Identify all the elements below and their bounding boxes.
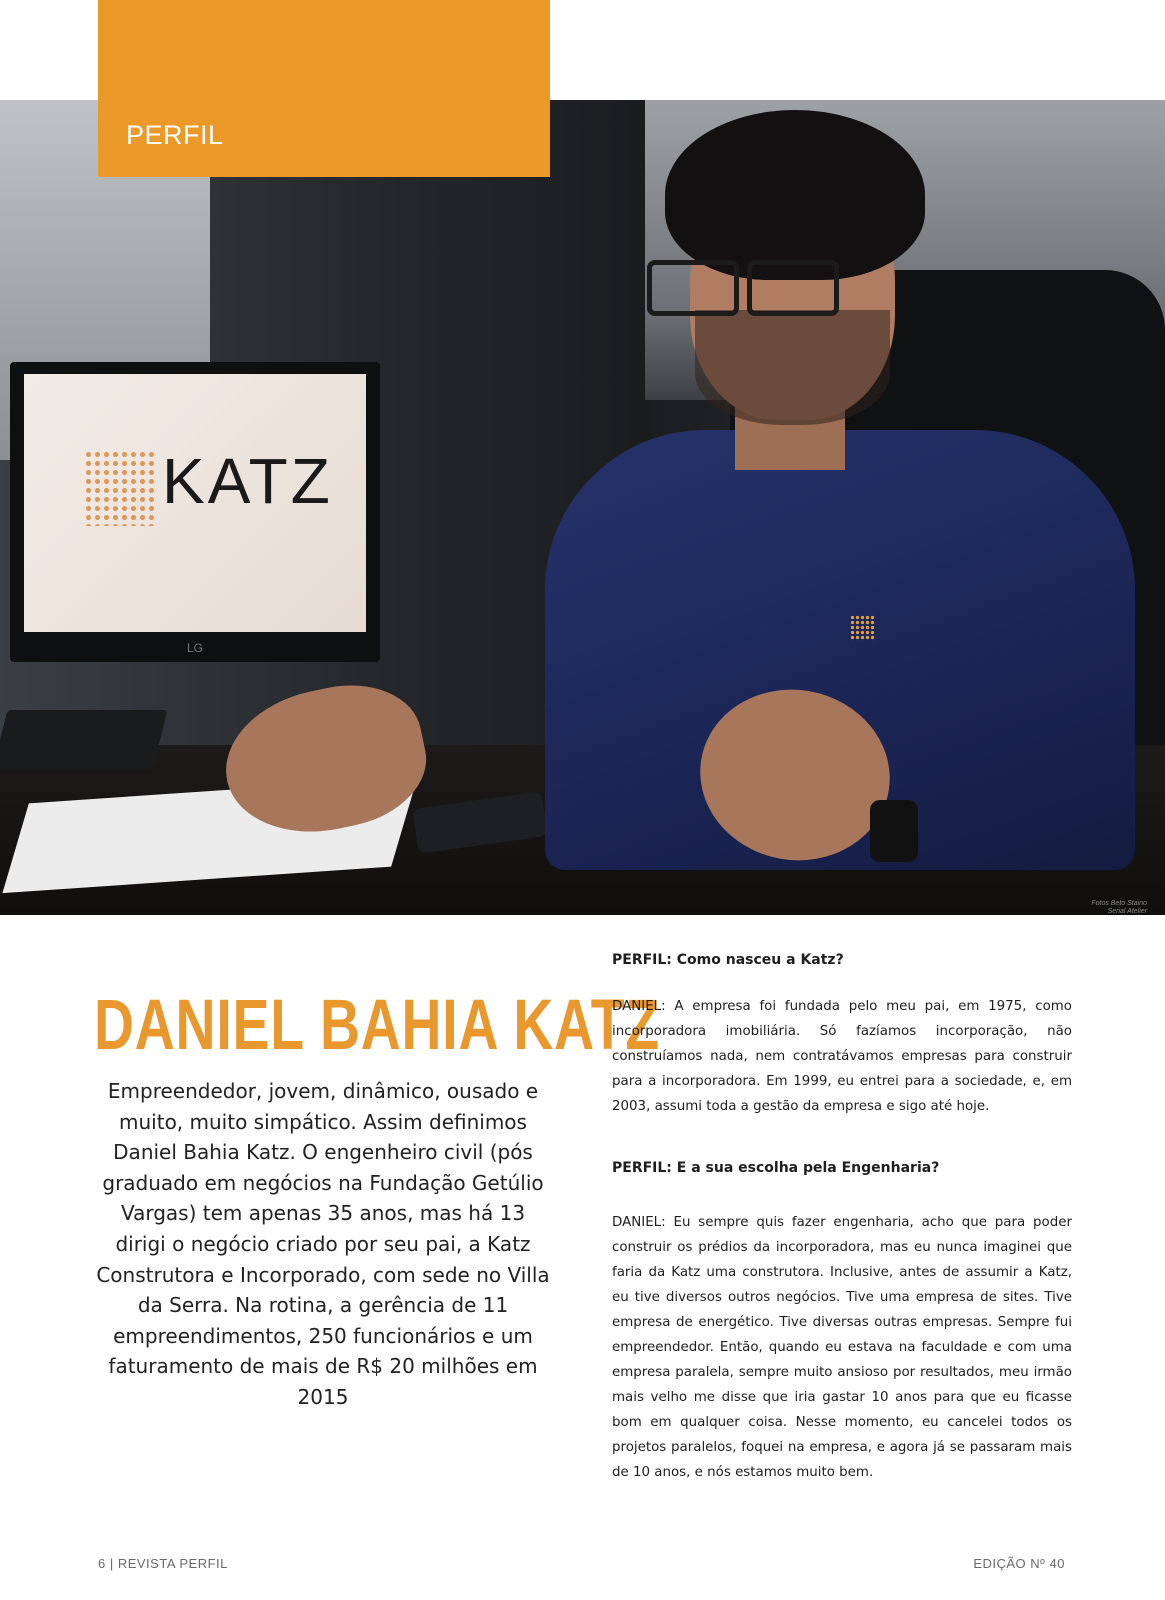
footer-page-info: 6 | REVISTA PERFIL [98,1556,228,1571]
photo-credit [1091,900,1147,916]
glasses [647,260,837,310]
article-title: DANIEL BAHIA KATZ [94,986,661,1065]
hero-photo [0,100,1165,915]
answer-2: DANIEL: Eu sempre quis fazer engenharia, acho que para poder construir os prédios da incorporadora, mas eu nunca imaginei que faria da Katz uma construtora. Inclusive, antes de assumir a Katz, eu tive diversos outros negócios. Tive uma empresa de sites. Tive empresa de energético. Tive diversas outras empresas. Sempre fui empreendedor. Então, quando eu estava na faculdade e com uma empresa paralela, sempre muito ansioso por resultados, meu irmão mais velho me disse que iria gastar 10 anos para que eu ficasse bom em qualquer coisa. Nesse momento, eu cancelei todos os projetos paralelos, foquei na empresa, e agora já se passaram mais de 10 anos, e nós estamos muito bem. [612,1215,1072,1480]
credit-line-1: Fotos Beto Staino [1091,900,1147,907]
footer-edition: EDIÇÃO Nº 40 [973,1556,1065,1571]
answer-1: DANIEL: A empresa foi fundada pelo meu pai, em 1975, como incorporadora imobiliária. Só fazíamos incorporação, não construíamos nada, nem contratávamos empresas para construir para a incorporadora. Em 1999, eu entrei para a sociedade, e, em 2003, assumi toda a gestão da empresa e sigo até hoje. [612,999,1072,1114]
credit-line-2: Serial Atelier [1107,908,1147,915]
monitor-screen [24,374,366,632]
computer-monitor [10,362,380,662]
smartwatch [870,800,918,862]
keyboard [0,710,167,770]
section-tab-label: PERFIL [126,120,224,150]
question-1: PERFIL: Como nasceu a Katz? [612,952,844,968]
monitor-brand: LG [186,641,203,655]
section-tab [98,0,550,177]
katz-logo-mark [84,450,154,526]
beard [695,310,890,425]
hair [665,110,925,280]
intro-paragraph: Empreendedor, jovem, dinâmico, ousado e muito, muito simpático. Assim definimos Daniel Bahia Katz. O engenheiro civil (pós graduado em negócios na Fundação Getúlio Vargas) tem apenas 35 anos, mas há 13 dirigi o negócio criado por seu pai, a Katz Construtora e Incorporado, com sede no Villa da Serra. Na rotina, a gerência de 11 empreendimentos, 250 funcionários e um faturamento de mais de R$ 20 milhões em 2015 [96,1079,550,1409]
shirt-logo [850,615,876,641]
screen-logo-text: KATZ [162,445,333,517]
question-2: PERFIL: E a sua escolha pela Engenharia? [612,1160,940,1176]
